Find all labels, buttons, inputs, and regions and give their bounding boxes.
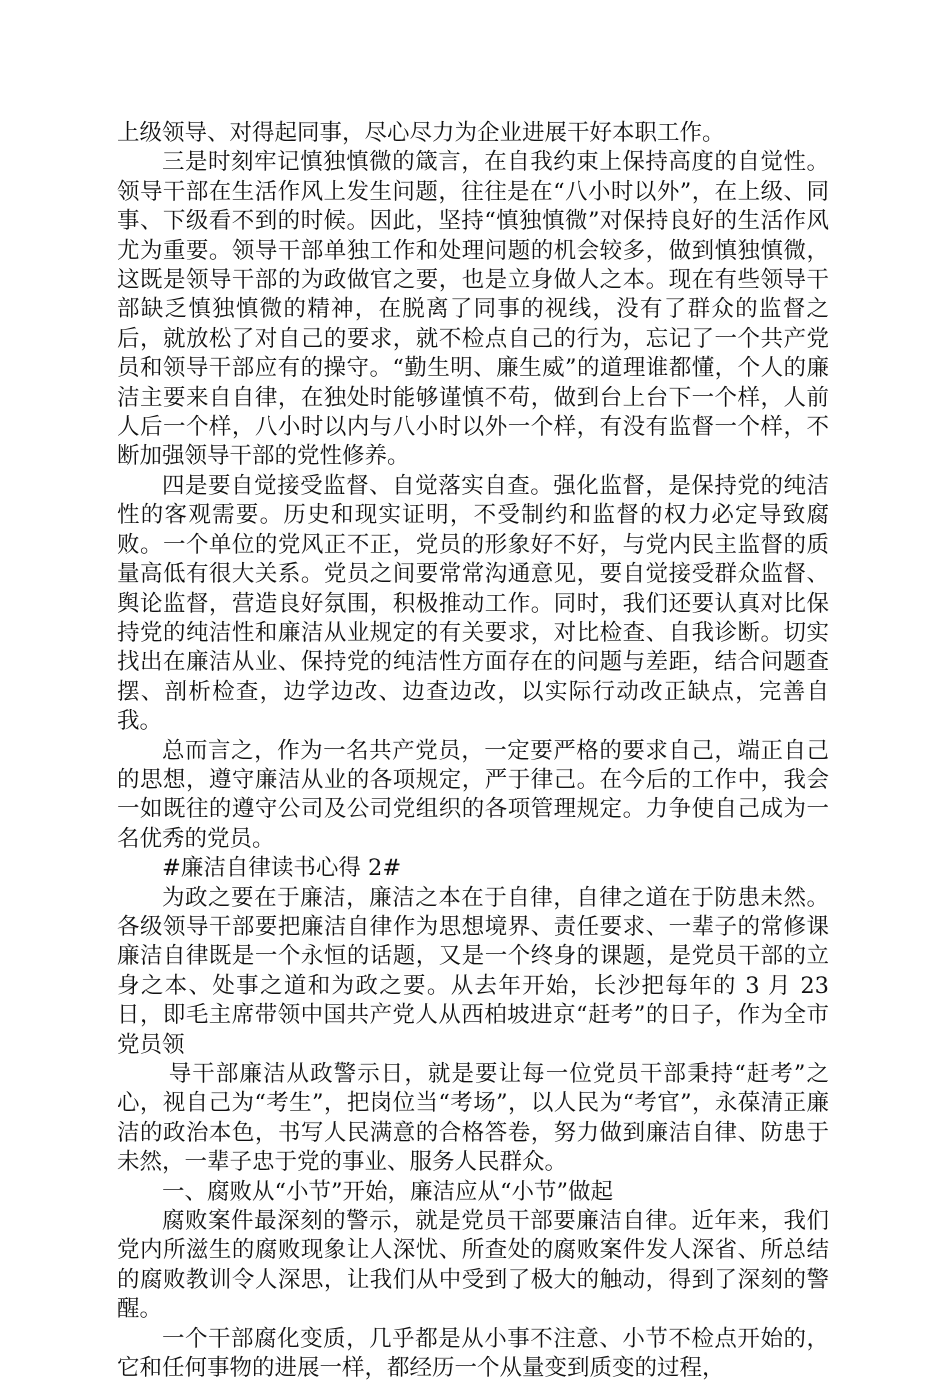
paragraph-corruption-warning: 腐败案件最深刻的警示，就是党员干部要廉洁自律。近年来，我们党内所滋生的腐败现象让人深忧、所查处的腐败案件发人深省、所总结的腐败教训令人深思，让我们从中受到了极大的触动，得到了深刻的警醒。 <box>117 1208 829 1323</box>
paragraph-essay-2-warning-day: 导干部廉洁从政警示日，就是要让每一位党员干部秉持“赶考”之心，视自己为“考生”，把岗位当“考场”，以人民为“考官”，永葆清正廉洁的政治本色，书写人民满意的合格答卷，努力做到廉洁自律、防患于未然，一辈子忠于党的事业、服务人民群众。 <box>117 1061 829 1176</box>
section-heading-essay-2: #廉洁自律读书心得 2# <box>162 855 402 882</box>
paragraph-point-four: 四是要自觉接受监督、自觉落实自查。强化监督，是保持党的纯洁性的客观需要。历史和现实证明，不受制约和监督的权力必定导致腐败。一个单位的党风正不正，党员的形象好不好，与党内民主监督的质量高低有很大关系。党员之间要常常沟通意见，要自觉接受群众监督、舆论监督，营造良好氛围，积极推动工作。同时，我们还要认真对比保持党的纯洁性和廉洁从业规定的有关要求，对比检查、自我诊断。切实找出在廉洁从业、保持党的纯洁性方面存在的问题与差距，结合问题查摆、剖析检查，边学边改、边查边改，以实际行动改正缺点，完善自我。 <box>117 472 829 735</box>
document-page <box>117 119 829 1383</box>
paragraph-conclusion: 总而言之，作为一名共产党员，一定要严格的要求自己，端正自己的思想，遵守廉洁从业的各项规定，严于律己。在今后的工作中，我会一如既往的遵守公司及公司党组织的各项管理规定。力争使自己成为一名优秀的党员。 <box>117 737 829 852</box>
paragraph-cadre-degeneration: 一个干部腐化变质，几乎都是从小事不注意、小节不检点开始的，它和任何事物的进展一样，都经历一个从量变到质变的过程， <box>117 1325 829 1382</box>
paragraph-essay-2-intro: 为政之要在于廉洁，廉洁之本在于自律，自律之道在于防患未然。各级领导干部要把廉洁自律作为思想境界、责任要求、一辈子的常修课廉洁自律既是一个永恒的话题，又是一个终身的课题，是党员干部的立身之本、处事之道和为政之要。从去年开始，长沙把每年的 3 月 23 日，即毛主席带领中国共产党人从西柏坡进京“赶考”的日子，作为全市党员领 <box>117 884 829 1058</box>
subheading-corruption-small-matters: 一、腐败从“小节”开始，廉洁应从“小节”做起 <box>162 1178 614 1205</box>
paragraph-point-three: 三是时刻牢记慎独慎微的箴言，在自我约束上保持高度的自觉性。领导干部在生活作风上发生问题，往往是在“八小时以外”，在上级、同事、下级看不到的时候。因此，坚持“慎独慎微”对保持良好的生活作风尤为重要。领导干部单独工作和处理问题的机会较多，做到慎独慎微，这既是领导干部的为政做官之要，也是立身做人之本。现在有些领导干部缺乏慎独慎微的精神，在脱离了同事的视线，没有了群众的监督之后，就放松了对自己的要求，就不检点自己的行为，忘记了一个共产党员和领导干部应有的操守。“勤生明、廉生威”的道理谁都懂，个人的廉洁主要来自自律，在独处时能够谨慎不苟，做到台上台下一个样，人前人后一个样，八小时以内与八小时以外一个样，有没有监督一个样，不断加强领导干部的党性修养。 <box>117 149 829 470</box>
paragraph-continuation: 上级领导、对得起同事，尽心尽力为企业进展干好本职工作。 <box>117 120 725 146</box>
